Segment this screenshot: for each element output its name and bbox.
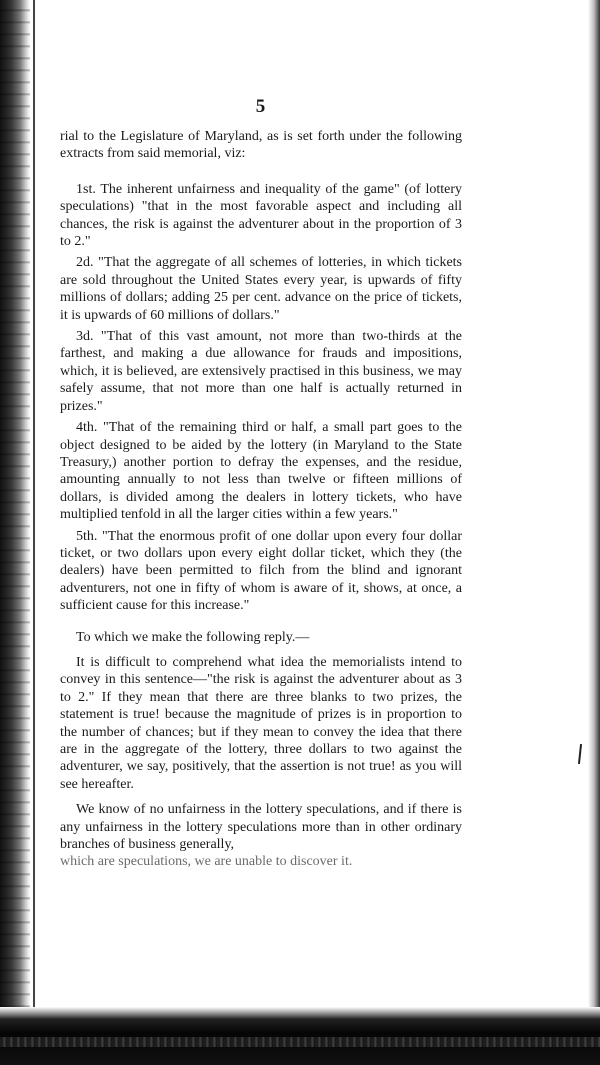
paragraph-third-extract: 3d. "That of this vast amount, not more than two-thirds at the farthest, and making a due allowance for frauds and impositions, which, it is believed, are extensively practised in this business, we may safely assume, that not more than one half is actually returned in prizes." xyxy=(60,329,462,414)
paragraph-second-extract: 2d. "That the aggregate of all schemes of lotteries, in which tickets are sold throughout the United States every year, is upwards of fifty millions of dollars; adding 25 per cent. advance on the price of tickets, it is upwards of 60 millions of dollars." xyxy=(60,255,462,323)
stray-ink-mark xyxy=(578,744,582,764)
scan-binding-line xyxy=(33,0,35,1065)
paragraph-unfairness: We know of no unfairness in the lottery speculations, and if there is any unfairness in the lottery speculations more than in other ordinary branches of business generally, xyxy=(60,802,462,853)
scan-bottom-edge xyxy=(0,1007,600,1065)
scan-right-edge xyxy=(588,0,600,1065)
paragraph-fourth-extract: 4th. "That of the remaining third or half, a small part goes to the object designed to be aided by the lottery (in Maryland to the State Treasury,) another portion to defray the expenses, and the residue, amounting annually to not less than twelve or fifteen millions of dollars, is divided among the dealers in lottery tickets, who have multiplied tenfold in all the larger cities within a few years." xyxy=(60,420,462,523)
paragraph-first-extract: 1st. The inherent unfairness and inequality of the game" (of lottery speculations) "that in the most favorable aspect and including all chances, the risk is against the adventurer about in the proportion of 3 to 2." xyxy=(60,181,462,250)
page-number: 5 xyxy=(255,96,267,117)
scan-bottom-grain xyxy=(0,1037,600,1047)
paragraph-faded-last-line: which are speculations, we are unable to discover it. xyxy=(60,854,353,870)
paragraph-reply-body: It is difficult to comprehend what idea the memorialists intend to convey in this sentence—"the risk is against the adventurer about as 3 to 2." If they mean that there are three blanks to two prizes, the statement is true! because the magnitude of prizes is in proportion to the number of chances; but if they mean to convey the idea that there are in the aggregate of the lottery, three dollars to two against the adventurer, we say, positively, that the assertion is not true! as you will see hereafter. xyxy=(60,654,462,792)
scan-binding-edge xyxy=(0,0,30,1065)
paragraph-fifth-extract: 5th. "That the enormous profit of one dollar upon every four dollar ticket, or two dollars upon every eight dollar ticket, which they (the dealers) have been permitted to filch from the blind and ignorant adventurers, not one in fifty of whom is aware of it, shows, at once, a sufficient cause for this increase." xyxy=(60,528,462,614)
document-page xyxy=(60,96,462,871)
paragraph-reply-heading: To which we make the following reply.— xyxy=(76,629,310,645)
paragraph-intro: rial to the Legislature of Maryland, as is set forth under the following extracts from said memorial, viz: xyxy=(60,129,462,162)
